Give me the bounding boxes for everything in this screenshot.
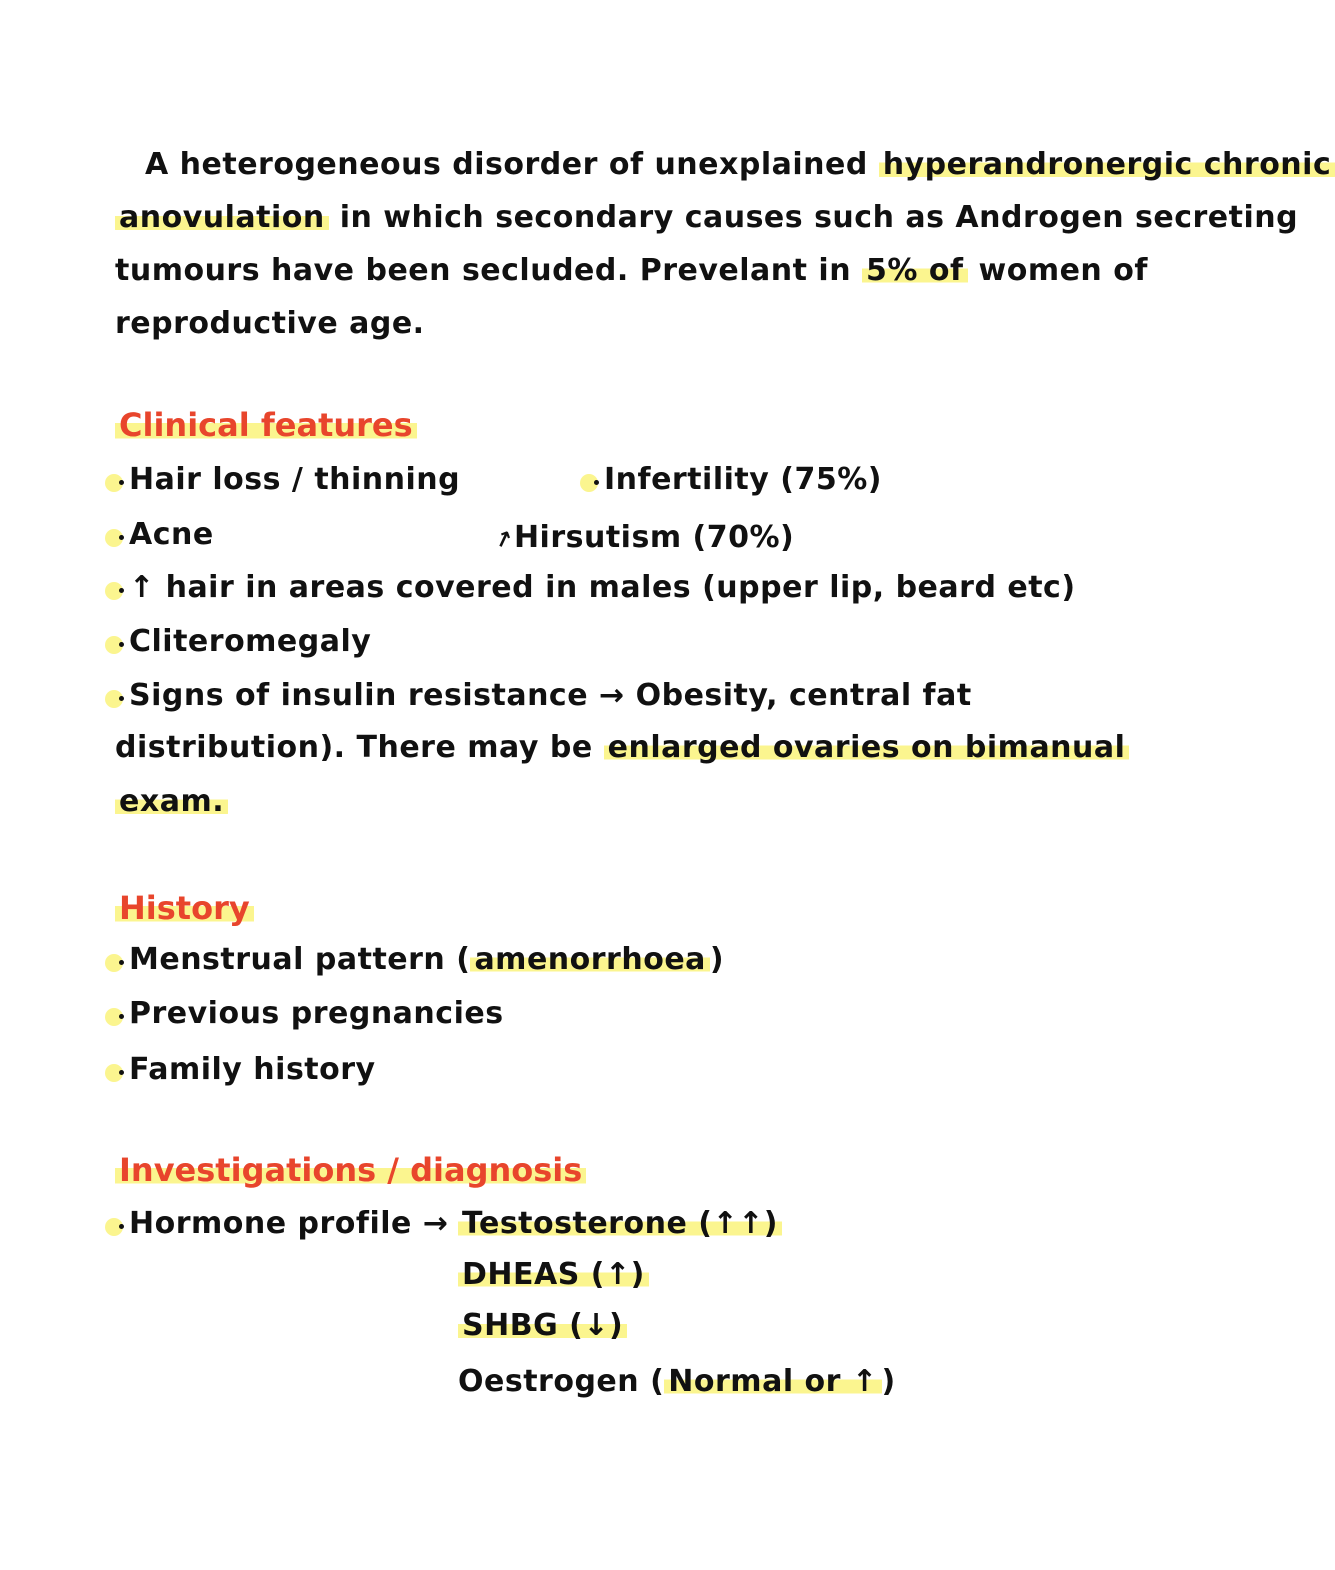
bullet-icon [105, 523, 127, 549]
clinical-item [105, 568, 1076, 608]
bullet-icon [105, 684, 127, 710]
clinical-item [105, 515, 214, 555]
heading-text: Investigations / diagnosis [115, 1151, 586, 1189]
bullet-icon [105, 948, 127, 974]
clinical-text: distribution). There may be [115, 730, 604, 765]
history-item [105, 994, 504, 1034]
intro-line-4 [115, 304, 425, 344]
hormone-result-text: Oestrogen ( [458, 1364, 665, 1399]
clinical-item-text: Hair loss / thinning [129, 462, 461, 497]
clinical-continuation [115, 728, 1129, 768]
bullet-icon [105, 1212, 127, 1238]
intro-text: A heterogeneous disorder of unexplained [145, 147, 879, 182]
arrow-icon: ↗ [491, 525, 518, 556]
hormone-profile-label [105, 1204, 448, 1244]
intro-highlight: anovulation [115, 200, 329, 235]
clinical-item-text: Signs of insulin resistance → Obesity, central fat [129, 678, 972, 713]
hormone-result [458, 1306, 627, 1346]
hormone-label-text: Hormone profile → [129, 1206, 449, 1241]
intro-text: in which secondary causes such as Androgen secreting [328, 200, 1299, 235]
clinical-item-right [580, 460, 882, 500]
hormone-result [458, 1255, 649, 1295]
history-item-text: Previous pregnancies [129, 996, 504, 1031]
clinical-item-text: Infertility (75%) [604, 462, 882, 497]
clinical-highlight: enlarged ovaries on bimanual [604, 730, 1130, 765]
intro-line-3 [115, 251, 1148, 291]
clinical-highlight: exam. [115, 784, 228, 819]
clinical-item-text: ↑ hair in areas covered in males (upper lip, beard etc) [129, 570, 1076, 605]
intro-highlight: 5% of [862, 253, 968, 288]
clinical-item-text: Cliteromegaly [129, 624, 372, 659]
hormone-result [458, 1204, 782, 1244]
clinical-features-heading [115, 405, 417, 445]
history-item [105, 1050, 376, 1090]
clinical-item-right [491, 518, 795, 561]
bullet-icon [105, 630, 127, 656]
bullet-icon [105, 1058, 127, 1084]
bullet-icon [105, 1002, 127, 1028]
clinical-item [105, 460, 460, 500]
history-heading [115, 888, 254, 928]
clinical-item [105, 676, 972, 716]
hormone-result-text: Testosterone (↑↑) [458, 1206, 782, 1241]
history-item-text: Menstrual pattern ( [129, 942, 471, 977]
intro-line-2 [115, 198, 1298, 238]
history-item-text: Family history [129, 1052, 376, 1087]
hormone-result-text: SHBG (↓) [458, 1308, 627, 1343]
clinical-item-text: Acne [129, 517, 214, 552]
intro-text: tumours have been secluded. Prevelant in [115, 253, 862, 288]
clinical-item-text: Hirsutism (70%) [513, 520, 795, 555]
investigations-heading [115, 1150, 586, 1190]
hormone-result [458, 1362, 896, 1402]
hormone-result-text: DHEAS (↑) [458, 1257, 649, 1292]
clinical-item [105, 622, 371, 662]
hormone-result-text: ) [881, 1364, 896, 1399]
history-highlight: amenorrhoea [470, 942, 709, 977]
bullet-icon [105, 468, 127, 494]
intro-text: women of [967, 253, 1148, 288]
heading-text: History [115, 889, 254, 927]
heading-text: Clinical features [115, 406, 417, 444]
clinical-continuation [115, 782, 228, 822]
history-item [105, 940, 724, 980]
bullet-icon [105, 576, 127, 602]
history-item-text: ) [709, 942, 725, 977]
intro-line-1 [145, 145, 1335, 185]
intro-highlight: hyperandronergic chronic [879, 147, 1335, 182]
intro-text: reproductive age. [115, 306, 425, 341]
bullet-icon [580, 468, 602, 494]
hormone-result-highlight: Normal or ↑ [664, 1364, 881, 1399]
